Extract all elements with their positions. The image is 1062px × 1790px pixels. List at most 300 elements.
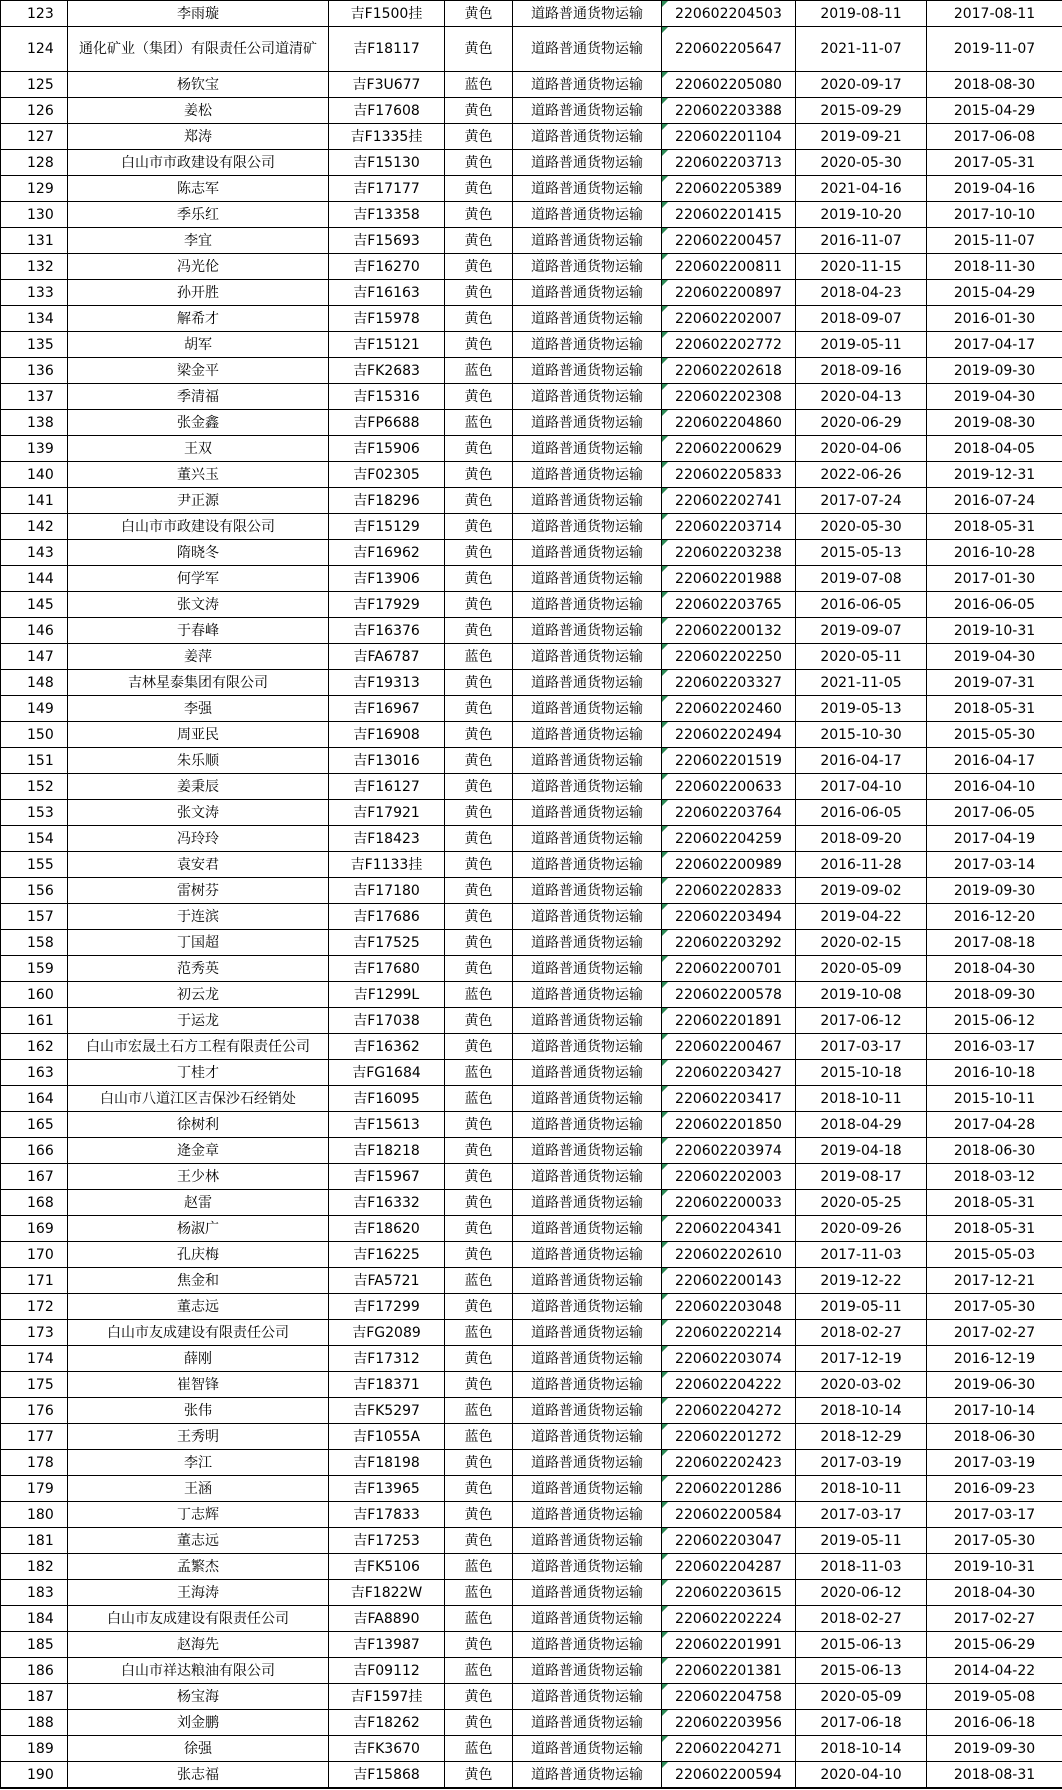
issue-date: 2017-04-19	[927, 826, 1062, 852]
permit-number: 220602204259	[662, 826, 796, 852]
row-number: 159	[1, 956, 68, 982]
row-number: 167	[1, 1164, 68, 1190]
business-scope: 道路普通货物运输	[513, 1710, 662, 1736]
plate-number: 吉F19313	[329, 670, 445, 696]
plate-color: 蓝色	[445, 1086, 513, 1112]
table-row	[1, 1294, 1062, 1320]
permit-number: 220602203388	[662, 98, 796, 124]
row-number: 130	[1, 202, 68, 228]
permit-number: 220602202618	[662, 358, 796, 384]
plate-color: 黄色	[445, 1710, 513, 1736]
plate-number: 吉F15129	[329, 514, 445, 540]
issue-date: 2016-09-23	[927, 1476, 1062, 1502]
plate-number: 吉F15978	[329, 306, 445, 332]
owner-name: 丁国超	[68, 930, 329, 956]
table-body	[1, 1, 1062, 1788]
row-number: 180	[1, 1502, 68, 1528]
table-row	[1, 1580, 1062, 1606]
table-row	[1, 1008, 1062, 1034]
plate-number: 吉F17929	[329, 592, 445, 618]
row-number: 168	[1, 1190, 68, 1216]
permit-number: 220602200629	[662, 436, 796, 462]
row-number: 170	[1, 1242, 68, 1268]
business-scope: 道路普通货物运输	[513, 150, 662, 176]
expiry-date: 2020-04-13	[796, 384, 927, 410]
plate-color: 黄色	[445, 514, 513, 540]
owner-name: 尹正源	[68, 488, 329, 514]
business-scope: 道路普通货物运输	[513, 800, 662, 826]
expiry-date: 2020-02-15	[796, 930, 927, 956]
owner-name: 张文涛	[68, 592, 329, 618]
plate-color: 黄色	[445, 1242, 513, 1268]
owner-name: 杨钦宝	[68, 72, 329, 98]
business-scope: 道路普通货物运输	[513, 176, 662, 202]
business-scope: 道路普通货物运输	[513, 878, 662, 904]
plate-color: 黄色	[445, 748, 513, 774]
row-number: 181	[1, 1528, 68, 1554]
owner-name: 解希才	[68, 306, 329, 332]
plate-number: 吉F1822W	[329, 1580, 445, 1606]
business-scope: 道路普通货物运输	[513, 488, 662, 514]
permit-number: 220602203074	[662, 1346, 796, 1372]
business-scope: 道路普通货物运输	[513, 1086, 662, 1112]
business-scope: 道路普通货物运输	[513, 1632, 662, 1658]
table-row	[1, 540, 1062, 566]
business-scope: 道路普通货物运输	[513, 826, 662, 852]
plate-number: 吉F16163	[329, 280, 445, 306]
table-row	[1, 254, 1062, 280]
permit-number: 220602202250	[662, 644, 796, 670]
issue-date: 2019-06-30	[927, 1372, 1062, 1398]
plate-number: 吉F1133挂	[329, 852, 445, 878]
owner-name: 季清福	[68, 384, 329, 410]
plate-color: 黄色	[445, 670, 513, 696]
plate-number: 吉F18117	[329, 27, 445, 72]
business-scope: 道路普通货物运输	[513, 410, 662, 436]
row-number: 189	[1, 1736, 68, 1762]
table-row	[1, 1684, 1062, 1710]
business-scope: 道路普通货物运输	[513, 1450, 662, 1476]
table-row	[1, 878, 1062, 904]
permit-number: 220602203047	[662, 1528, 796, 1554]
table-row	[1, 150, 1062, 176]
business-scope: 道路普通货物运输	[513, 1138, 662, 1164]
expiry-date: 2019-07-08	[796, 566, 927, 592]
expiry-date: 2017-07-24	[796, 488, 927, 514]
row-number: 157	[1, 904, 68, 930]
permit-number: 220602203238	[662, 540, 796, 566]
expiry-date: 2016-11-07	[796, 228, 927, 254]
plate-number: 吉FP6688	[329, 410, 445, 436]
expiry-date: 2020-05-09	[796, 1684, 927, 1710]
plate-color: 黄色	[445, 774, 513, 800]
owner-name: 吉林星泰集团有限公司	[68, 670, 329, 696]
table-row	[1, 566, 1062, 592]
plate-number: 吉F17686	[329, 904, 445, 930]
plate-number: 吉F15967	[329, 1164, 445, 1190]
row-number: 140	[1, 462, 68, 488]
plate-number: 吉F1335挂	[329, 124, 445, 150]
owner-name: 王双	[68, 436, 329, 462]
permit-number: 220602203714	[662, 514, 796, 540]
owner-name: 逄金章	[68, 1138, 329, 1164]
table-row	[1, 1060, 1062, 1086]
permit-number: 220602203764	[662, 800, 796, 826]
permit-number: 220602205080	[662, 72, 796, 98]
owner-name: 孙开胜	[68, 280, 329, 306]
issue-date: 2018-05-31	[927, 1216, 1062, 1242]
permit-number: 220602200701	[662, 956, 796, 982]
expiry-date: 2021-11-05	[796, 670, 927, 696]
row-number: 150	[1, 722, 68, 748]
permit-number: 220602205647	[662, 27, 796, 72]
issue-date: 2017-03-17	[927, 1502, 1062, 1528]
expiry-date: 2016-06-05	[796, 592, 927, 618]
table-row	[1, 982, 1062, 1008]
issue-date: 2018-04-30	[927, 956, 1062, 982]
expiry-date: 2021-04-16	[796, 176, 927, 202]
expiry-date: 2016-04-17	[796, 748, 927, 774]
expiry-date: 2020-04-06	[796, 436, 927, 462]
plate-number: 吉F17299	[329, 1294, 445, 1320]
plate-color: 黄色	[445, 1502, 513, 1528]
issue-date: 2019-09-30	[927, 358, 1062, 384]
row-number: 149	[1, 696, 68, 722]
table-row	[1, 384, 1062, 410]
issue-date: 2015-05-30	[927, 722, 1062, 748]
table-row	[1, 930, 1062, 956]
row-number: 155	[1, 852, 68, 878]
table-row	[1, 27, 1062, 72]
row-number: 179	[1, 1476, 68, 1502]
plate-color: 蓝色	[445, 1554, 513, 1580]
plate-number: 吉FA6787	[329, 644, 445, 670]
owner-name: 白山市友成建设有限责任公司	[68, 1606, 329, 1632]
business-scope: 道路普通货物运输	[513, 1346, 662, 1372]
plate-number: 吉FA8890	[329, 1606, 445, 1632]
issue-date: 2017-03-19	[927, 1450, 1062, 1476]
plate-number: 吉F16332	[329, 1190, 445, 1216]
plate-number: 吉F1597挂	[329, 1684, 445, 1710]
row-number: 142	[1, 514, 68, 540]
business-scope: 道路普通货物运输	[513, 124, 662, 150]
row-number: 134	[1, 306, 68, 332]
owner-name: 李宜	[68, 228, 329, 254]
table-row	[1, 618, 1062, 644]
plate-number: 吉F16376	[329, 618, 445, 644]
plate-color: 蓝色	[445, 1424, 513, 1450]
plate-color: 黄色	[445, 696, 513, 722]
business-scope: 道路普通货物运输	[513, 332, 662, 358]
plate-color: 黄色	[445, 280, 513, 306]
row-number: 184	[1, 1606, 68, 1632]
plate-color: 蓝色	[445, 1606, 513, 1632]
row-number: 137	[1, 384, 68, 410]
plate-color: 黄色	[445, 1346, 513, 1372]
plate-color: 黄色	[445, 1476, 513, 1502]
table-row	[1, 306, 1062, 332]
row-number: 126	[1, 98, 68, 124]
business-scope: 道路普通货物运输	[513, 1320, 662, 1346]
permit-number: 220602202224	[662, 1606, 796, 1632]
table-row	[1, 488, 1062, 514]
table-row	[1, 1632, 1062, 1658]
owner-name: 薛刚	[68, 1346, 329, 1372]
plate-color: 蓝色	[445, 358, 513, 384]
permit-number: 220602205389	[662, 176, 796, 202]
owner-name: 郑涛	[68, 124, 329, 150]
plate-number: 吉F15613	[329, 1112, 445, 1138]
plate-color: 黄色	[445, 1138, 513, 1164]
expiry-date: 2020-09-26	[796, 1216, 927, 1242]
issue-date: 2018-09-30	[927, 982, 1062, 1008]
plate-color: 黄色	[445, 436, 513, 462]
issue-date: 2017-06-08	[927, 124, 1062, 150]
table-row	[1, 1346, 1062, 1372]
permit-number: 220602204287	[662, 1554, 796, 1580]
business-scope: 道路普通货物运输	[513, 1268, 662, 1294]
plate-number: 吉F15693	[329, 228, 445, 254]
business-scope: 道路普通货物运输	[513, 436, 662, 462]
permit-number: 220602201286	[662, 1476, 796, 1502]
owner-name: 徐强	[68, 1736, 329, 1762]
plate-number: 吉F18296	[329, 488, 445, 514]
plate-color: 蓝色	[445, 1268, 513, 1294]
permit-number: 220602201988	[662, 566, 796, 592]
expiry-date: 2015-09-29	[796, 98, 927, 124]
expiry-date: 2018-12-29	[796, 1424, 927, 1450]
plate-number: 吉F13358	[329, 202, 445, 228]
permit-number: 220602200633	[662, 774, 796, 800]
permit-number: 220602200467	[662, 1034, 796, 1060]
plate-number: 吉F16270	[329, 254, 445, 280]
row-number: 186	[1, 1658, 68, 1684]
permit-number: 220602203292	[662, 930, 796, 956]
owner-name: 何学军	[68, 566, 329, 592]
row-number: 169	[1, 1216, 68, 1242]
plate-number: 吉F17921	[329, 800, 445, 826]
expiry-date: 2018-10-11	[796, 1086, 927, 1112]
plate-color: 蓝色	[445, 1320, 513, 1346]
permit-number: 220602204222	[662, 1372, 796, 1398]
issue-date: 2018-11-30	[927, 254, 1062, 280]
table-row	[1, 410, 1062, 436]
plate-color: 蓝色	[445, 982, 513, 1008]
issue-date: 2017-04-28	[927, 1112, 1062, 1138]
table-row	[1, 1736, 1062, 1762]
plate-color: 黄色	[445, 566, 513, 592]
owner-name: 袁安君	[68, 852, 329, 878]
owner-name: 梁金平	[68, 358, 329, 384]
business-scope: 道路普通货物运输	[513, 1112, 662, 1138]
issue-date: 2017-08-18	[927, 930, 1062, 956]
row-number: 176	[1, 1398, 68, 1424]
expiry-date: 2018-10-14	[796, 1736, 927, 1762]
issue-date: 2019-09-30	[927, 1736, 1062, 1762]
plate-number: 吉F18423	[329, 826, 445, 852]
plate-color: 黄色	[445, 1034, 513, 1060]
expiry-date: 2020-05-30	[796, 514, 927, 540]
row-number: 156	[1, 878, 68, 904]
plate-number: 吉F13906	[329, 566, 445, 592]
business-scope: 道路普通货物运输	[513, 956, 662, 982]
plate-number: 吉F13965	[329, 1476, 445, 1502]
issue-date: 2019-04-16	[927, 176, 1062, 202]
business-scope: 道路普通货物运输	[513, 982, 662, 1008]
row-number: 166	[1, 1138, 68, 1164]
business-scope: 道路普通货物运输	[513, 228, 662, 254]
row-number: 139	[1, 436, 68, 462]
row-number: 144	[1, 566, 68, 592]
permit-number: 220602202003	[662, 1164, 796, 1190]
owner-name: 范秀英	[68, 956, 329, 982]
expiry-date: 2017-12-19	[796, 1346, 927, 1372]
table-row	[1, 852, 1062, 878]
expiry-date: 2019-04-22	[796, 904, 927, 930]
business-scope: 道路普通货物运输	[513, 1476, 662, 1502]
table-row	[1, 228, 1062, 254]
plate-color: 黄色	[445, 306, 513, 332]
expiry-date: 2018-04-29	[796, 1112, 927, 1138]
owner-name: 孔庆梅	[68, 1242, 329, 1268]
business-scope: 道路普通货物运输	[513, 280, 662, 306]
business-scope: 道路普通货物运输	[513, 358, 662, 384]
table-row	[1, 358, 1062, 384]
owner-name: 于春峰	[68, 618, 329, 644]
table-row	[1, 1086, 1062, 1112]
row-number: 182	[1, 1554, 68, 1580]
issue-date: 2019-10-31	[927, 1554, 1062, 1580]
plate-color: 黄色	[445, 488, 513, 514]
row-number: 147	[1, 644, 68, 670]
permit-number: 220602201272	[662, 1424, 796, 1450]
permit-number: 220602200457	[662, 228, 796, 254]
permit-number: 220602204860	[662, 410, 796, 436]
owner-name: 徐树利	[68, 1112, 329, 1138]
expiry-date: 2018-09-20	[796, 826, 927, 852]
expiry-date: 2019-10-20	[796, 202, 927, 228]
row-number: 172	[1, 1294, 68, 1320]
permit-number: 220602200143	[662, 1268, 796, 1294]
plate-number: 吉F09112	[329, 1658, 445, 1684]
table-row	[1, 514, 1062, 540]
plate-color: 黄色	[445, 1190, 513, 1216]
business-scope: 道路普通货物运输	[513, 592, 662, 618]
table-row	[1, 1216, 1062, 1242]
issue-date: 2016-06-18	[927, 1710, 1062, 1736]
permit-number: 220602200584	[662, 1502, 796, 1528]
permit-number: 220602202772	[662, 332, 796, 358]
permit-number: 220602200578	[662, 982, 796, 1008]
expiry-date: 2017-06-12	[796, 1008, 927, 1034]
table-row	[1, 1398, 1062, 1424]
business-scope: 道路普通货物运输	[513, 1580, 662, 1606]
plate-color: 黄色	[445, 384, 513, 410]
plate-number: 吉F13987	[329, 1632, 445, 1658]
plate-color: 黄色	[445, 852, 513, 878]
business-scope: 道路普通货物运输	[513, 644, 662, 670]
row-number: 175	[1, 1372, 68, 1398]
row-number: 129	[1, 176, 68, 202]
plate-number: 吉F15121	[329, 332, 445, 358]
owner-name: 杨淑广	[68, 1216, 329, 1242]
plate-number: 吉F16908	[329, 722, 445, 748]
plate-number: 吉F16095	[329, 1086, 445, 1112]
business-scope: 道路普通货物运输	[513, 1658, 662, 1684]
business-scope: 道路普通货物运输	[513, 27, 662, 72]
table-row	[1, 722, 1062, 748]
plate-number: 吉F15130	[329, 150, 445, 176]
plate-number: 吉FG1684	[329, 1060, 445, 1086]
owner-name: 张伟	[68, 1398, 329, 1424]
owner-name: 雷树芬	[68, 878, 329, 904]
owner-name: 赵雷	[68, 1190, 329, 1216]
table-row	[1, 1762, 1062, 1788]
table-row	[1, 696, 1062, 722]
issue-date: 2018-05-31	[927, 696, 1062, 722]
business-scope: 道路普通货物运输	[513, 72, 662, 98]
owner-name: 姜松	[68, 98, 329, 124]
table-row	[1, 280, 1062, 306]
row-number: 174	[1, 1346, 68, 1372]
plate-color: 黄色	[445, 150, 513, 176]
issue-date: 2018-08-31	[927, 1762, 1062, 1788]
business-scope: 道路普通货物运输	[513, 1502, 662, 1528]
plate-number: 吉F17038	[329, 1008, 445, 1034]
table-row	[1, 644, 1062, 670]
owner-name: 李雨璇	[68, 1, 329, 27]
owner-name: 赵海先	[68, 1632, 329, 1658]
business-scope: 道路普通货物运输	[513, 1060, 662, 1086]
business-scope: 道路普通货物运输	[513, 202, 662, 228]
row-number: 141	[1, 488, 68, 514]
row-number: 165	[1, 1112, 68, 1138]
permit-number: 220602204272	[662, 1398, 796, 1424]
business-scope: 道路普通货物运输	[513, 1190, 662, 1216]
table-row	[1, 1112, 1062, 1138]
table-row	[1, 1710, 1062, 1736]
plate-number: 吉F02305	[329, 462, 445, 488]
business-scope: 道路普通货物运输	[513, 696, 662, 722]
issue-date: 2017-05-30	[927, 1528, 1062, 1554]
plate-number: 吉FG2089	[329, 1320, 445, 1346]
row-number: 171	[1, 1268, 68, 1294]
table-row	[1, 800, 1062, 826]
plate-number: 吉F18371	[329, 1372, 445, 1398]
table-row	[1, 904, 1062, 930]
plate-color: 黄色	[445, 904, 513, 930]
expiry-date: 2018-11-03	[796, 1554, 927, 1580]
issue-date: 2019-10-31	[927, 618, 1062, 644]
business-scope: 道路普通货物运输	[513, 1736, 662, 1762]
owner-name: 于连滨	[68, 904, 329, 930]
plate-number: 吉F17525	[329, 930, 445, 956]
issue-date: 2015-06-29	[927, 1632, 1062, 1658]
table-row	[1, 1190, 1062, 1216]
issue-date: 2016-04-17	[927, 748, 1062, 774]
table-row	[1, 1606, 1062, 1632]
issue-date: 2019-05-08	[927, 1684, 1062, 1710]
business-scope: 道路普通货物运输	[513, 1008, 662, 1034]
business-scope: 道路普通货物运输	[513, 306, 662, 332]
owner-name: 丁志辉	[68, 1502, 329, 1528]
permit-number: 220602202494	[662, 722, 796, 748]
row-number: 173	[1, 1320, 68, 1346]
expiry-date: 2018-02-27	[796, 1320, 927, 1346]
issue-date: 2018-08-30	[927, 72, 1062, 98]
owner-name: 朱乐顺	[68, 748, 329, 774]
permit-number: 220602203713	[662, 150, 796, 176]
